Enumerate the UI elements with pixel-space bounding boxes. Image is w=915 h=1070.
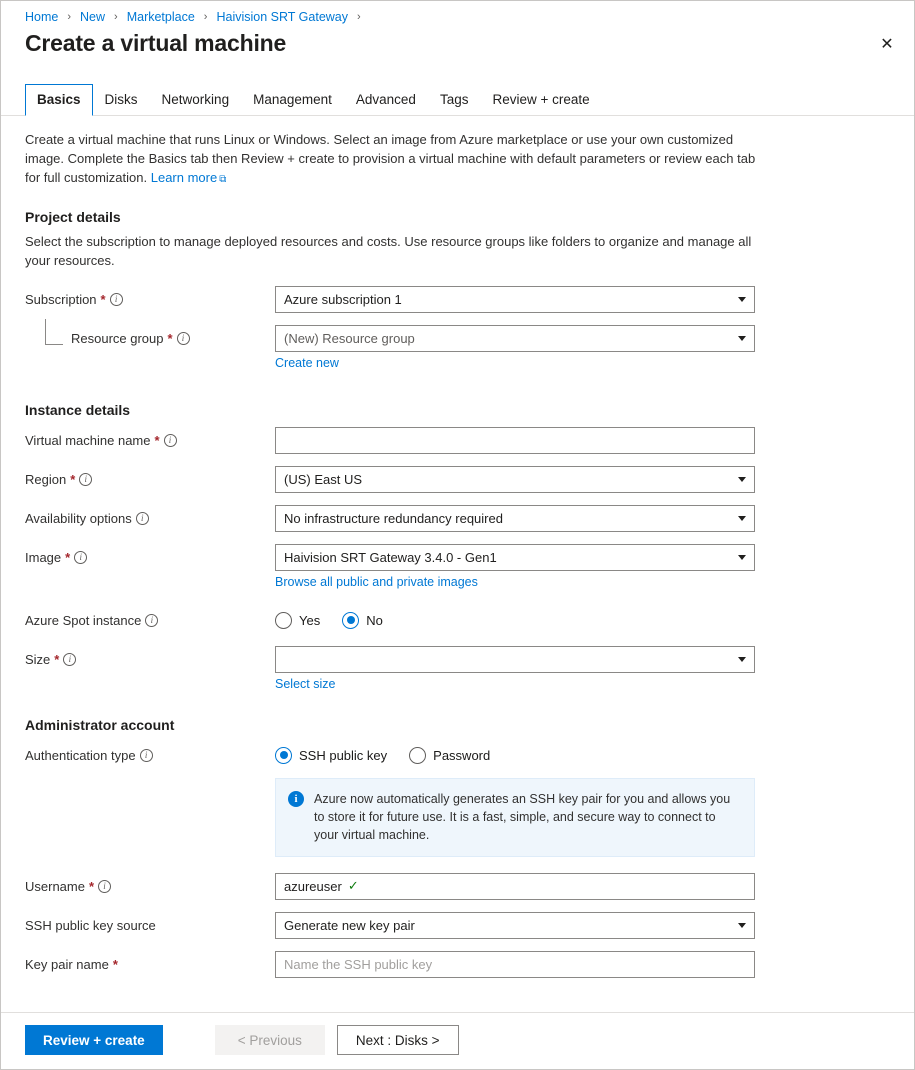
field-username bbox=[25, 871, 890, 901]
field-vm-name bbox=[25, 425, 890, 455]
label-spot-instance-text: Azure Spot instance bbox=[25, 612, 142, 628]
label-region-text: Region bbox=[25, 471, 67, 487]
close-icon[interactable]: ✕ bbox=[880, 36, 894, 53]
vm-name-input[interactable] bbox=[275, 427, 755, 454]
resource-group-select[interactable] bbox=[275, 325, 755, 352]
username-input[interactable] bbox=[275, 873, 755, 900]
create-new-resource-group-link[interactable]: Create new bbox=[275, 356, 339, 370]
label-authentication-type bbox=[25, 748, 275, 763]
label-key-pair-name-text: Key pair name bbox=[25, 956, 109, 972]
previous-button: < Previous bbox=[215, 1025, 325, 1055]
key-pair-name-input[interactable] bbox=[275, 951, 755, 978]
section-title-project-details: Project details bbox=[25, 209, 121, 225]
label-image-text: Image bbox=[25, 549, 62, 565]
info-icon[interactable]: i bbox=[177, 332, 190, 345]
control-key-pair-name bbox=[275, 951, 755, 978]
section-title-administrator-account: Administrator account bbox=[25, 717, 175, 733]
intro-text bbox=[25, 130, 760, 189]
field-image bbox=[25, 542, 890, 572]
label-ssh-key-source-text: SSH public key source bbox=[25, 917, 156, 933]
valid-check-icon: ✓ bbox=[347, 878, 359, 893]
control-resource-group bbox=[275, 325, 755, 352]
field-size bbox=[25, 644, 890, 674]
tab-bar bbox=[1, 83, 914, 116]
tab-networking[interactable]: Networking bbox=[161, 92, 230, 107]
select-size-link[interactable]: Select size bbox=[275, 677, 336, 691]
intro-paragraph: Create a virtual machine that runs Linux or Windows. Select an image from Azure marketplace or use your own customized image. Complete the Basics tab then Review + create to provision a virtual machine with default parameters or review each tab for full customization. bbox=[25, 132, 756, 185]
info-icon[interactable]: i bbox=[145, 614, 158, 627]
label-resource-group-text: Resource group bbox=[71, 330, 164, 346]
label-authentication-type-text: Authentication type bbox=[25, 747, 136, 763]
info-icon[interactable]: i bbox=[98, 880, 111, 893]
tab-basics[interactable]: Basics bbox=[25, 84, 93, 116]
info-icon[interactable]: i bbox=[140, 749, 153, 762]
info-circle-icon: i bbox=[288, 791, 304, 807]
required-marker: * bbox=[54, 651, 60, 667]
tab-advanced[interactable]: Advanced bbox=[355, 92, 416, 107]
label-availability-options-text: Availability options bbox=[25, 510, 132, 526]
field-key-pair-name bbox=[25, 949, 890, 979]
control-region bbox=[275, 466, 755, 493]
breadcrumb-item-marketplace[interactable]: Marketplace bbox=[126, 10, 195, 24]
label-region bbox=[25, 472, 275, 487]
radio-unchecked-icon[interactable] bbox=[275, 612, 292, 629]
field-region bbox=[25, 464, 890, 494]
label-spot-instance bbox=[25, 613, 275, 628]
control-subscription bbox=[275, 286, 755, 313]
external-link-icon[interactable]: ⧉ bbox=[219, 174, 227, 185]
key-pair-name-placeholder: Name the SSH public key bbox=[284, 956, 433, 972]
section-title-instance-details: Instance details bbox=[25, 402, 131, 418]
radio-unchecked-icon[interactable] bbox=[409, 747, 426, 764]
authentication-type-radio-group bbox=[275, 747, 755, 764]
breadcrumb-separator-icon: › bbox=[357, 11, 361, 23]
breadcrumb-item-new[interactable]: New bbox=[80, 10, 106, 24]
chevron-down-icon bbox=[738, 555, 746, 560]
title-row bbox=[1, 24, 914, 57]
label-size-text: Size bbox=[25, 651, 51, 667]
control-image bbox=[275, 544, 755, 571]
chevron-down-icon bbox=[738, 923, 746, 928]
chevron-down-icon bbox=[738, 336, 746, 341]
label-subscription bbox=[25, 292, 275, 307]
radio-checked-icon[interactable] bbox=[342, 612, 359, 629]
spot-instance-radio-group bbox=[275, 612, 755, 629]
availability-options-value: No infrastructure redundancy required bbox=[284, 510, 503, 526]
footer-actions bbox=[1, 1012, 914, 1069]
label-resource-group bbox=[25, 331, 275, 346]
required-marker: * bbox=[65, 549, 71, 565]
label-image bbox=[25, 550, 275, 565]
ssh-info-banner-text: Azure now automatically generates an SSH key pair for you and allows you to store it for future use. It is a fast, simple, and secure way to connect to your virtual machine. bbox=[314, 792, 731, 842]
breadcrumb-separator-icon: › bbox=[67, 11, 72, 23]
browse-images-link[interactable]: Browse all public and private images bbox=[275, 575, 478, 589]
info-icon[interactable]: i bbox=[164, 434, 177, 447]
auth-type-option-ssh-label: SSH public key bbox=[299, 747, 388, 763]
field-resource-group bbox=[25, 323, 890, 353]
region-value: (US) East US bbox=[284, 471, 363, 487]
ssh-key-source-value: Generate new key pair bbox=[284, 917, 415, 933]
required-marker: * bbox=[70, 471, 76, 487]
username-value: azureuser bbox=[284, 878, 342, 894]
label-username bbox=[25, 879, 275, 894]
review-create-button[interactable]: Review + create bbox=[25, 1025, 163, 1055]
label-subscription-text: Subscription bbox=[25, 291, 97, 307]
info-icon[interactable]: i bbox=[74, 551, 87, 564]
breadcrumb bbox=[1, 1, 914, 24]
section-desc-project-details: Select the subscription to manage deployed resources and costs. Use resource groups like folders to organize and manage all your resources. bbox=[25, 234, 752, 268]
breadcrumb-separator-icon: › bbox=[114, 11, 118, 23]
tab-disks[interactable]: Disks bbox=[104, 92, 138, 107]
label-size bbox=[25, 652, 275, 667]
size-select[interactable] bbox=[275, 646, 755, 673]
tree-branch-icon bbox=[45, 319, 63, 345]
control-username bbox=[275, 873, 755, 900]
page-title: Create a virtual machine bbox=[25, 30, 287, 56]
tab-review-create[interactable]: Review + create bbox=[492, 92, 590, 107]
required-marker: * bbox=[88, 878, 95, 894]
field-authentication-type bbox=[25, 740, 890, 770]
spot-instance-option-no-label: No bbox=[366, 612, 383, 628]
ssh-info-banner bbox=[275, 778, 755, 857]
breadcrumb-separator-icon: › bbox=[203, 11, 208, 23]
breadcrumb-item-home[interactable]: Home bbox=[25, 10, 59, 24]
label-vm-name-text: Virtual machine name bbox=[25, 432, 151, 448]
info-icon[interactable]: i bbox=[136, 512, 149, 525]
control-vm-name bbox=[275, 427, 755, 454]
basics-form bbox=[1, 116, 914, 1012]
breadcrumb-item-haivision-srt-gateway[interactable]: Haivision SRT Gateway bbox=[216, 10, 349, 24]
field-availability-options bbox=[25, 503, 890, 533]
label-vm-name bbox=[25, 433, 275, 448]
chevron-down-icon bbox=[738, 516, 746, 521]
subscription-value: Azure subscription 1 bbox=[284, 291, 402, 307]
label-availability-options bbox=[25, 511, 275, 526]
tab-tags[interactable]: Tags bbox=[439, 92, 469, 107]
radio-checked-icon[interactable] bbox=[275, 747, 292, 764]
spot-instance-option-yes[interactable] bbox=[275, 612, 320, 629]
learn-more-link[interactable]: Learn more bbox=[150, 170, 218, 185]
label-ssh-key-source bbox=[25, 918, 275, 933]
auth-type-option-password[interactable] bbox=[409, 747, 490, 764]
control-ssh-key-source bbox=[275, 912, 755, 939]
required-marker: * bbox=[167, 330, 173, 346]
ssh-key-source-select[interactable] bbox=[275, 912, 755, 939]
chevron-down-icon bbox=[738, 477, 746, 482]
resource-group-value: (New) Resource group bbox=[284, 330, 415, 346]
next-disks-button[interactable]: Next : Disks > bbox=[337, 1025, 459, 1055]
info-icon[interactable]: i bbox=[63, 653, 76, 666]
spot-instance-option-no[interactable] bbox=[342, 612, 383, 629]
control-size bbox=[275, 646, 755, 673]
field-ssh-key-source bbox=[25, 910, 890, 940]
chevron-down-icon bbox=[738, 657, 746, 662]
control-availability-options bbox=[275, 505, 755, 532]
info-icon[interactable]: i bbox=[79, 473, 92, 486]
label-key-pair-name bbox=[25, 957, 275, 972]
label-username-text: Username bbox=[25, 878, 85, 894]
required-marker: * bbox=[154, 432, 160, 448]
field-spot-instance bbox=[25, 605, 890, 635]
spot-instance-option-yes-label: Yes bbox=[299, 612, 321, 628]
info-icon[interactable]: i bbox=[110, 293, 123, 306]
image-value: Haivision SRT Gateway 3.4.0 - Gen1 bbox=[284, 549, 497, 565]
required-marker: * bbox=[112, 956, 118, 972]
tab-management[interactable]: Management bbox=[253, 92, 332, 107]
image-select[interactable] bbox=[275, 544, 755, 571]
auth-type-option-ssh-public-key[interactable] bbox=[275, 747, 387, 764]
field-subscription bbox=[25, 284, 890, 314]
auth-type-option-password-label: Password bbox=[433, 747, 491, 763]
availability-options-select[interactable] bbox=[275, 505, 755, 532]
region-select[interactable] bbox=[275, 466, 755, 493]
subscription-select[interactable] bbox=[275, 286, 755, 313]
required-marker: * bbox=[100, 291, 106, 307]
chevron-down-icon bbox=[738, 297, 746, 302]
